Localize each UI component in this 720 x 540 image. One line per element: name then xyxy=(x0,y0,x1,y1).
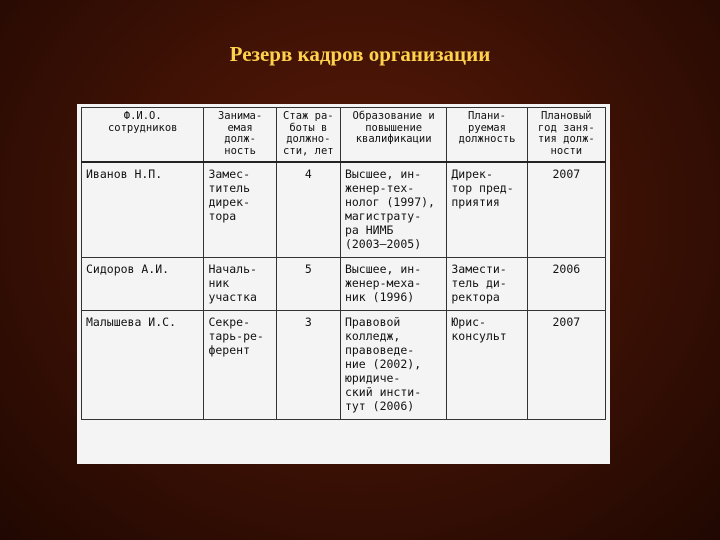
table-frame xyxy=(77,104,610,464)
cell-name: Малышева И.С. xyxy=(82,311,204,420)
cell-position: Замес- титель дирек- тора xyxy=(204,162,276,258)
cell-years: 3 xyxy=(276,311,340,420)
header-years: Стаж ра- боты в должно- сти, лет xyxy=(276,108,340,163)
cell-planned-position: Юрис- консульт xyxy=(447,311,527,420)
cell-name: Сидоров А.И. xyxy=(82,258,204,311)
cell-planned-position: Замести- тель ди- ректора xyxy=(447,258,527,311)
cell-planned-year: 2007 xyxy=(527,162,605,258)
personnel-reserve-table xyxy=(81,107,606,420)
header-education: Образование и повышение квалификации xyxy=(340,108,446,163)
header-planned-year: Плановый год заня- тия долж- ности xyxy=(527,108,605,163)
table-row xyxy=(82,258,606,311)
header-position: Занима- емая долж- ность xyxy=(204,108,276,163)
cell-years: 5 xyxy=(276,258,340,311)
cell-education: Высшее, ин- женер-меха- ник (1996) xyxy=(340,258,446,311)
slide-title: Резерв кадров организации xyxy=(229,42,491,66)
cell-years: 4 xyxy=(276,162,340,258)
cell-education: Высшее, ин- женер-тех- нолог (1997), магистрату- ра НИМБ (2003–2005) xyxy=(340,162,446,258)
cell-planned-year: 2007 xyxy=(527,311,605,420)
header-planned-position: Плани- руемая должность xyxy=(447,108,527,163)
cell-name: Иванов Н.П. xyxy=(82,162,204,258)
cell-position: Секре- тарь-ре- ферент xyxy=(204,311,276,420)
cell-planned-position: Дирек- тор пред- приятия xyxy=(447,162,527,258)
table-row xyxy=(82,162,606,258)
table-header-row xyxy=(82,108,606,163)
cell-position: Началь- ник участка xyxy=(204,258,276,311)
table-row xyxy=(82,311,606,420)
header-name: Ф.И.О. сотрудников xyxy=(82,108,204,163)
cell-education: Правовой колледж, правоведе- ние (2002), юридиче- ский инсти- тут (2006) xyxy=(340,311,446,420)
cell-planned-year: 2006 xyxy=(527,258,605,311)
